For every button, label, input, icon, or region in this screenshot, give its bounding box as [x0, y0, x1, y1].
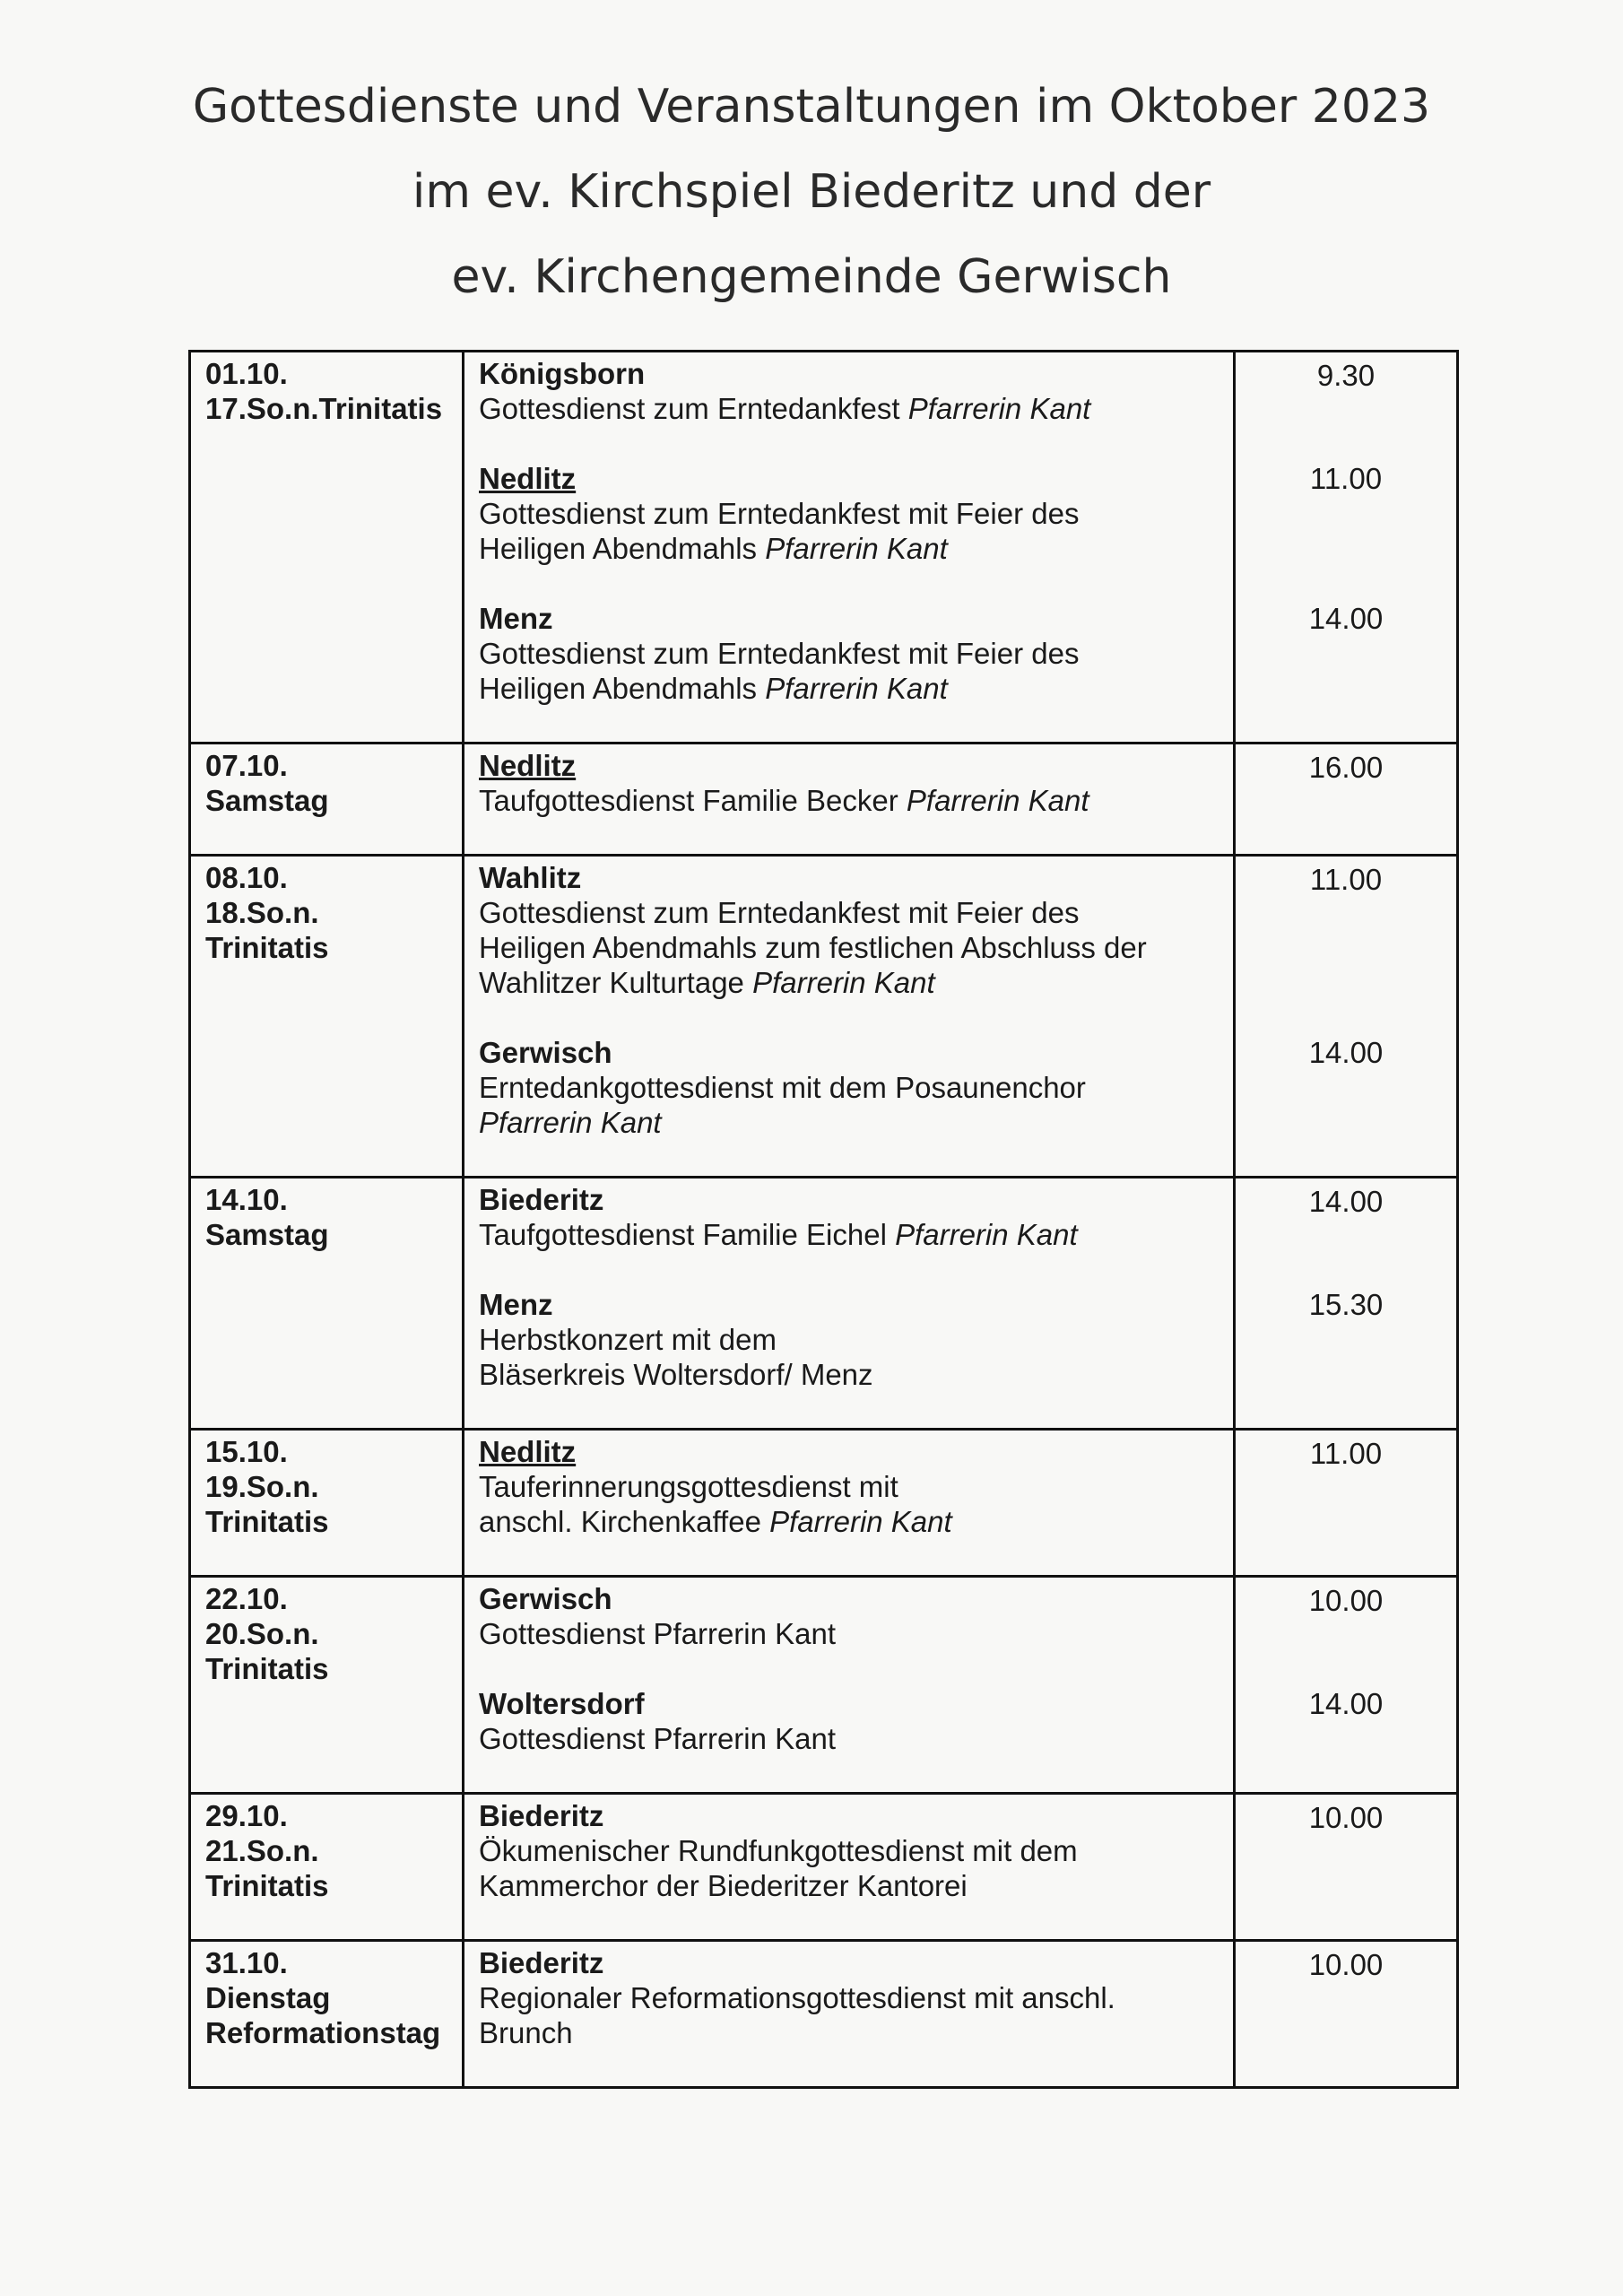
event-place: Biederitz: [479, 1183, 604, 1216]
event-pastor: Pfarrerin Kant: [765, 532, 948, 565]
day-label: 18.So.n.: [205, 896, 319, 929]
event-cell: [464, 1178, 1235, 1430]
event-description-text: Gottesdienst Pfarrerin Kant: [479, 1617, 837, 1650]
event-description: [479, 1504, 1219, 1539]
event-pastor: Pfarrerin Kant: [769, 1505, 952, 1538]
time-cell: [1235, 1178, 1458, 1430]
event-description-text: Brunch: [479, 2016, 573, 2049]
day-label: 19.So.n.: [205, 1470, 319, 1503]
event-time: 11.00: [1309, 462, 1383, 495]
event-description-text: Heiligen Abendmahls: [479, 532, 766, 565]
date-cell: [190, 744, 464, 856]
event-cell: [464, 1794, 1235, 1941]
date-label: 08.10.: [205, 861, 288, 894]
event-place: Biederitz: [479, 1799, 604, 1832]
event-description-text: Heiligen Abendmahls zum festlichen Abschluss der: [479, 931, 1147, 964]
event-time: 14.00: [1308, 602, 1384, 635]
day-label: Trinitatis: [205, 1869, 329, 1902]
event-time: 15.30: [1308, 1288, 1384, 1321]
event-item: [479, 1287, 1219, 1392]
event-pastor: Pfarrerin Kant: [752, 966, 935, 999]
event-item: [479, 748, 1219, 818]
event-description-text: Heiligen Abendmahls: [479, 672, 766, 705]
event-description: [479, 1833, 1219, 1868]
event-description-text: Gottesdienst Pfarrerin Kant: [479, 1722, 837, 1755]
event-place: Woltersdorf: [479, 1687, 645, 1720]
event-time: 14.00: [1308, 1036, 1384, 1069]
event-time: 10.00: [1308, 1800, 1384, 1834]
event-description-text: Kammerchor der Biederitzer Kantorei: [479, 1869, 968, 1902]
time-cell: [1235, 1430, 1458, 1577]
event-place: Gerwisch: [479, 1036, 612, 1069]
date-label: 29.10.: [205, 1799, 288, 1832]
day-label: Dienstag: [205, 1981, 331, 2014]
event-description: [479, 1105, 1219, 1140]
event-description: [479, 391, 1219, 426]
table-row: [190, 1577, 1458, 1794]
title-line-3: ev. Kirchengemeinde Gerwisch: [451, 250, 1172, 304]
date-cell: [190, 1794, 464, 1941]
table-row: [190, 1941, 1458, 2088]
event-cell: [464, 856, 1235, 1178]
event-description-text: Tauferinnerungsgottesdienst mit: [479, 1470, 898, 1503]
event-item: [479, 1798, 1219, 1903]
date-cell: [190, 1178, 464, 1430]
date-cell: [190, 856, 464, 1178]
event-place: Königsborn: [479, 357, 646, 390]
event-item: [479, 461, 1219, 566]
time-cell: [1235, 744, 1458, 856]
event-item: [479, 356, 1219, 426]
day-label: Trinitatis: [205, 931, 329, 964]
date-cell: [190, 1941, 464, 2088]
event-description: [479, 671, 1219, 706]
event-item: [479, 860, 1219, 1000]
time-cell: [1235, 352, 1458, 744]
event-pastor: Pfarrerin Kant: [907, 392, 1091, 425]
event-pastor: Pfarrerin Kant: [895, 1218, 1078, 1251]
day-label: Reformationstag: [205, 2016, 441, 2049]
event-description-text: Bläserkreis Woltersdorf/ Menz: [479, 1358, 873, 1391]
event-description: [479, 1070, 1219, 1105]
event-time: 10.00: [1308, 1947, 1384, 1981]
event-description: [479, 1868, 1219, 1903]
event-cell: [464, 352, 1235, 744]
table-row: [190, 352, 1458, 744]
event-description: [479, 930, 1219, 965]
date-cell: [190, 1430, 464, 1577]
event-cell: [464, 1577, 1235, 1794]
event-item: [479, 1945, 1219, 2050]
time-cell: [1235, 1941, 1458, 2088]
event-time: 11.00: [1309, 1436, 1383, 1470]
page-title: [0, 65, 1623, 320]
time-cell: [1235, 856, 1458, 1178]
event-description: [479, 636, 1219, 671]
schedule-table: [188, 350, 1459, 2089]
date-label: 07.10.: [205, 749, 288, 782]
event-time: 16.00: [1308, 750, 1384, 784]
date-label: 31.10.: [205, 1946, 288, 1979]
event-description-text: Wahlitzer Kulturtage: [479, 966, 753, 999]
event-description-text: Gottesdienst zum Erntedankfest: [479, 392, 908, 425]
title-line-1: Gottesdienste und Veranstaltungen im Oktober 2023: [192, 80, 1431, 134]
event-item: [479, 1434, 1219, 1539]
event-place: Menz: [479, 1288, 553, 1321]
event-description-text: Gottesdienst zum Erntedankfest mit Feier des: [479, 497, 1080, 530]
date-cell: [190, 352, 464, 744]
event-description: [479, 1322, 1219, 1357]
event-description-text: Erntedankgottesdienst mit dem Posaunenchor: [479, 1071, 1086, 1104]
event-description-text: Taufgottesdienst Familie Eichel: [479, 1218, 896, 1251]
event-place: Nedlitz: [479, 1435, 577, 1468]
day-label: Trinitatis: [205, 1652, 329, 1685]
date-cell: [190, 1577, 464, 1794]
table-row: [190, 1430, 1458, 1577]
time-cell: [1235, 1577, 1458, 1794]
event-time: 14.00: [1308, 1687, 1384, 1720]
event-description: [479, 783, 1219, 818]
date-label: 14.10.: [205, 1183, 288, 1216]
event-item: [479, 1581, 1219, 1651]
day-label: Samstag: [205, 784, 329, 817]
event-description: [479, 1721, 1219, 1756]
event-place: Biederitz: [479, 1946, 604, 1979]
event-place: Menz: [479, 602, 553, 635]
event-description: [479, 2015, 1219, 2050]
title-line-2: im ev. Kirchspiel Biederitz und der: [412, 165, 1211, 219]
event-description-text: Gottesdienst zum Erntedankfest mit Feier des: [479, 637, 1080, 670]
day-label: 21.So.n.: [205, 1834, 319, 1867]
table-row: [190, 744, 1458, 856]
event-description: [479, 895, 1219, 930]
event-item: [479, 1035, 1219, 1140]
event-place: Nedlitz: [479, 462, 577, 495]
event-time: 9.30: [1316, 358, 1376, 392]
event-description-text: Ökumenischer Rundfunkgottesdienst mit dem: [479, 1834, 1078, 1867]
event-item: [479, 1686, 1219, 1756]
event-place: Gerwisch: [479, 1582, 612, 1615]
event-cell: [464, 1430, 1235, 1577]
event-description: [479, 531, 1219, 566]
event-description: [479, 1980, 1219, 2015]
time-cell: [1235, 1794, 1458, 1941]
table-row: [190, 1178, 1458, 1430]
event-cell: [464, 1941, 1235, 2088]
event-description-text: Regionaler Reformationsgottesdienst mit anschl.: [479, 1981, 1115, 2014]
schedule-body: [190, 352, 1458, 2088]
event-place: Wahlitz: [479, 861, 582, 894]
event-description: [479, 1217, 1219, 1252]
event-cell: [464, 744, 1235, 856]
event-description: [479, 496, 1219, 531]
event-time: 10.00: [1308, 1583, 1384, 1617]
date-label: 01.10.: [205, 357, 288, 390]
day-label: 17.So.n.Trinitatis: [205, 392, 443, 425]
date-label: 15.10.: [205, 1435, 288, 1468]
table-row: [190, 1794, 1458, 1941]
event-item: [479, 1182, 1219, 1252]
event-description: [479, 1357, 1219, 1392]
event-time: 14.00: [1308, 1184, 1384, 1218]
date-label: 22.10.: [205, 1582, 288, 1615]
day-label: 20.So.n.: [205, 1617, 319, 1650]
event-description: [479, 1616, 1219, 1651]
day-label: Samstag: [205, 1218, 329, 1251]
event-pastor: Pfarrerin Kant: [906, 784, 1089, 817]
event-description: [479, 965, 1219, 1000]
event-item: [479, 601, 1219, 706]
event-pastor: Pfarrerin Kant: [479, 1106, 662, 1139]
event-description-text: Herbstkonzert mit dem: [479, 1323, 777, 1356]
event-description: [479, 1469, 1219, 1504]
event-pastor: Pfarrerin Kant: [765, 672, 948, 705]
event-description-text: Gottesdienst zum Erntedankfest mit Feier des: [479, 896, 1080, 929]
event-description-text: Taufgottesdienst Familie Becker: [479, 784, 907, 817]
table-row: [190, 856, 1458, 1178]
event-place: Nedlitz: [479, 749, 577, 782]
day-label: Trinitatis: [205, 1505, 329, 1538]
event-description-text: anschl. Kirchenkaffee: [479, 1505, 770, 1538]
event-time: 11.00: [1309, 862, 1383, 896]
